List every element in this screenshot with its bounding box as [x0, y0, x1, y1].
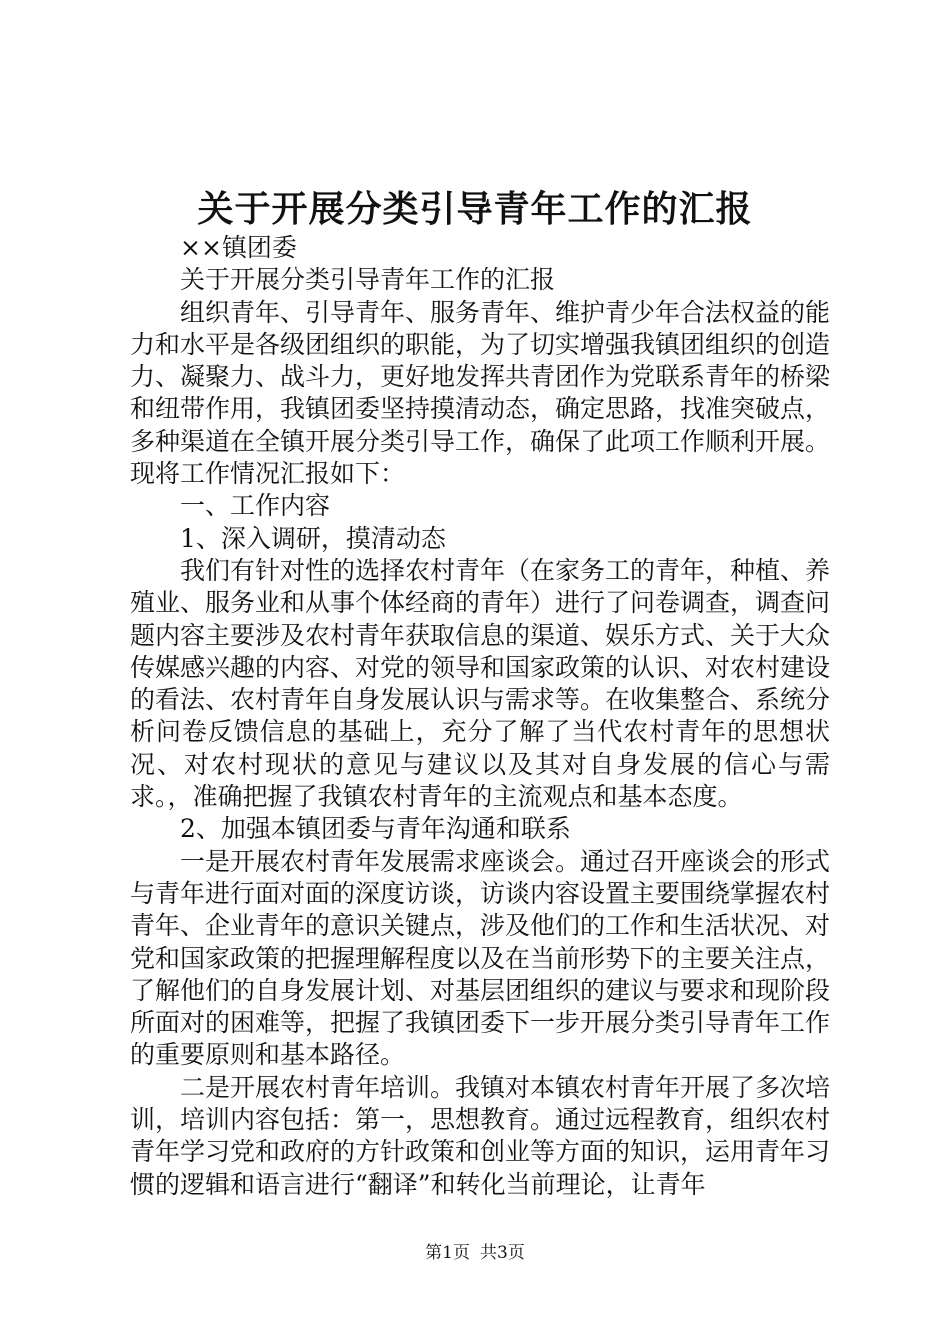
author-line: ××镇团委: [180, 233, 297, 262]
section-heading: 一、工作内容: [180, 491, 331, 521]
body-paragraph: 一是开展农村青年发展需求座谈会。通过召开座谈会的形式与青年进行面对面的深度访谈，访谈内容设置主要围绕掌握农村青年、企业青年的意识关键点，涉及他们的工作和生活状况、对党和国家政策的把握理解程度以及在当前形势下的主要关注点，了解他们的自身发展计划、对基层团组织的建议与要求和现阶段所面对的困难等，把握了我镇团委下一步开展分类引导青年工作的重要原则和基本路径。: [130, 846, 831, 1070]
intro-paragraph: 组织青年、引导青年、服务青年、维护青少年合法权益的能力和水平是各级团组织的职能，为了切实增强我镇团组织的创造力、凝聚力、战斗力，更好地发挥共青团作为党联系青年的桥梁和纽带作用，我镇团委坚持摸清动态，确定思路，找准突破点，多种渠道在全镇开展分类引导工作，确保了此项工作顺利开展。现将工作情况汇报如下：: [130, 297, 831, 489]
document-body: [130, 232, 830, 1201]
document-title: 关于开展分类引导青年工作的汇报: [197, 188, 753, 230]
page-total: 共3页: [480, 1243, 525, 1263]
page-footer: [0, 1242, 950, 1264]
page-number: 第1页: [425, 1243, 470, 1263]
body-paragraph: 我们有针对性的选择农村青年（在家务工的青年，种植、养殖业、服务业和从事个体经商的青年）进行了问卷调查，调查问题内容主要涉及农村青年获取信息的渠道、娱乐方式、关于大众传媒感兴趣的内容、对党的领导和国家政策的认识、对农村建设的看法、农村青年自身发展认识与需求等。在收集整合、系统分析问卷反馈信息的基础上，充分了解了当代农村青年的思想状况、对农村现状的意见与建议以及其对自身发展的信心与需求。，准确把握了我镇农村青年的主流观点和基本态度。: [130, 555, 831, 812]
subsection-heading: 1、深入调研，摸清动态: [180, 523, 446, 553]
subtitle-line: 关于开展分类引导青年工作的汇报: [180, 265, 556, 295]
body-paragraph: 二是开展农村青年培训。我镇对本镇农村青年开展了多次培训，培训内容包括：第一，思想教育。通过远程教育，组织农村青年学习党和政府的方针政策和创业等方面的知识，运用青年习惯的逻辑和语言进行“翻译”和转化当前理论，让青年: [130, 1072, 831, 1199]
subsection-heading: 2、加强本镇团委与青年沟通和联系: [180, 814, 571, 844]
